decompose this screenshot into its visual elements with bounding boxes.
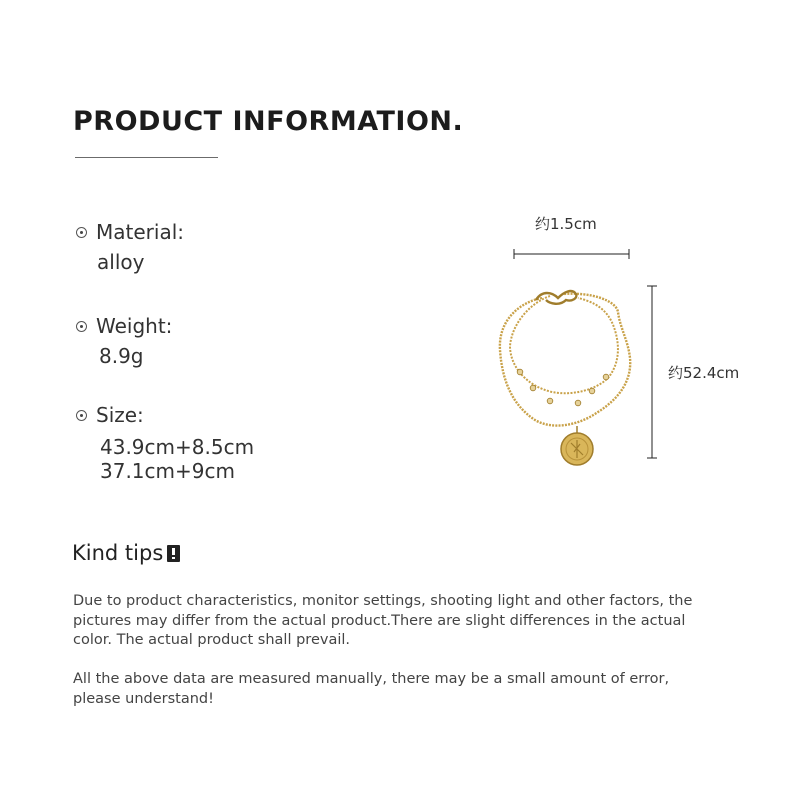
height-dimension-line <box>647 286 657 458</box>
material-label: Material: <box>96 220 184 244</box>
page-title: PRODUCT INFORMATION. <box>73 106 464 137</box>
charm-drop <box>530 385 536 391</box>
kind-tips-paragraph-2: All the above data are measured manually, there may be a small amount of error, please understand! <box>73 671 670 707</box>
charm-drop <box>575 400 581 406</box>
size-value-1: 43.9cm+8.5cm <box>100 435 255 459</box>
size-value-2: 37.1cm+9cm <box>100 459 235 483</box>
charm-drop <box>589 388 595 394</box>
necklace-product-image <box>480 240 680 470</box>
width-dimension-line <box>514 249 629 259</box>
bullet-icon <box>76 227 87 238</box>
exclamation-icon <box>167 545 180 562</box>
outer-chain <box>500 294 630 426</box>
weight-value: 8.9g <box>99 344 144 368</box>
title-underline <box>75 157 218 158</box>
kind-tips-label: Kind tips <box>72 541 164 565</box>
chain-clasp <box>536 291 576 304</box>
spec-material <box>76 220 184 274</box>
bullet-icon <box>76 410 87 421</box>
material-value: alloy <box>97 250 145 274</box>
inner-chain <box>510 296 618 393</box>
spec-weight <box>76 314 172 368</box>
charm-drop <box>603 374 609 380</box>
height-dimension-label: 约52.4cm <box>668 364 740 382</box>
width-dimension-label: 约1.5cm <box>535 215 597 233</box>
charm-drop <box>547 398 553 404</box>
bullet-icon <box>76 321 87 332</box>
kind-tips-paragraph-1: Due to product characteristics, monitor settings, shooting light and other factors, the pictures may differ from the actual product.There are slight differences in the actual color. The actual product shall prevail. <box>73 593 693 648</box>
spec-size <box>76 403 254 483</box>
kind-tips-heading <box>72 541 180 565</box>
weight-label: Weight: <box>96 314 173 338</box>
charm-drop <box>517 369 523 375</box>
size-label: Size: <box>96 403 144 427</box>
